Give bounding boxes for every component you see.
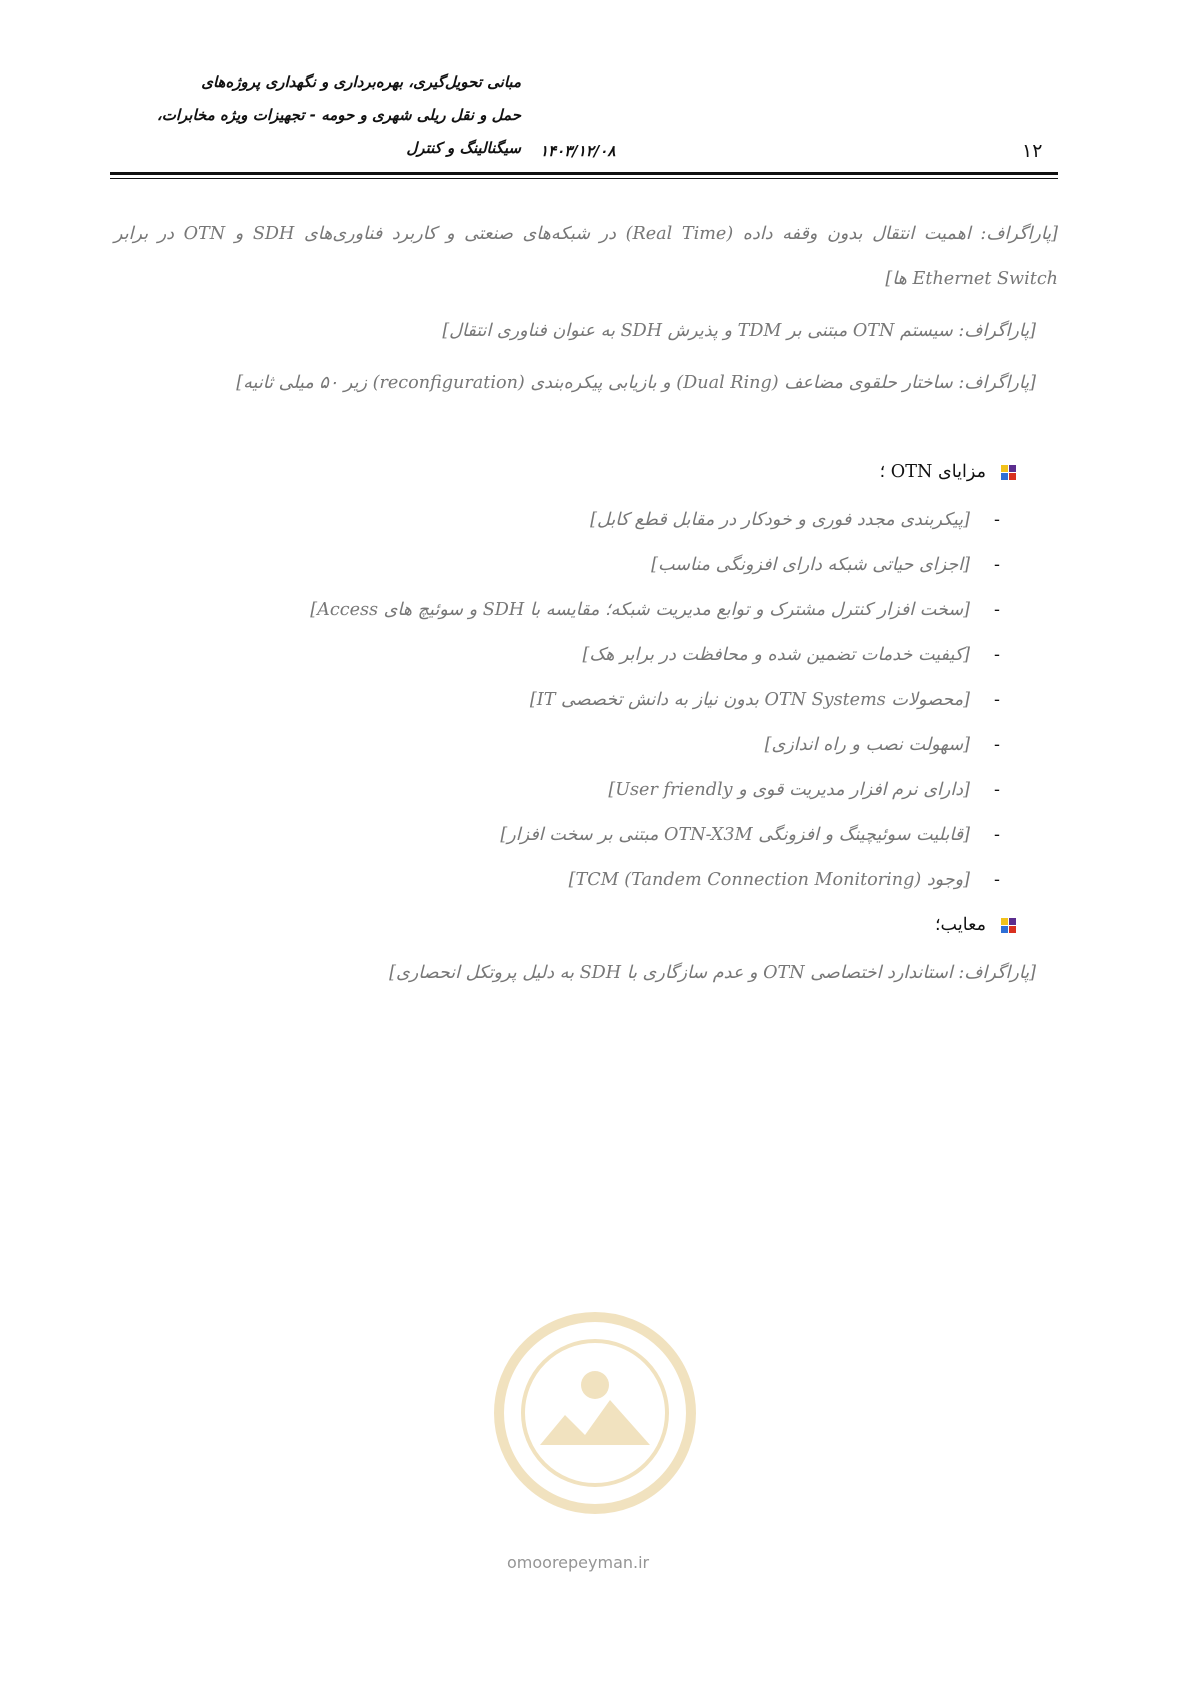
dash-bullet: - bbox=[994, 645, 1000, 665]
dash-bullet: - bbox=[994, 510, 1000, 530]
paragraph: [پاراگراف: ساختار حلقوی مضاعف (Dual Ring) و بازیابی پیکره‌بندی (reconfiguration) زیر ۵۰ میلی ثانیه] bbox=[236, 373, 1036, 393]
list-item: - [کیفیت خدمات تضمین شده و محافظت در برابر هک] bbox=[114, 633, 1058, 678]
section-heading-disadvantages bbox=[114, 903, 1058, 947]
list-item: - [سخت افزار کنترل مشترک و توابع مدیریت شبکه؛ مقایسه با SDH و سوئیچ های Access] bbox=[114, 588, 1058, 633]
header-title-line: سیگنالینگ و کنترل bbox=[406, 139, 521, 157]
list-item: - [دارای نرم افزار مدیریت قوی و User friendly] bbox=[114, 768, 1058, 813]
list-item: - [محصولات OTN Systems بدون نیاز به دانش تخصصی IT] bbox=[114, 678, 1058, 723]
header-title-line: حمل و نقل ریلی شهری و حومه - تجهیزات ویژه مخابرات، bbox=[156, 106, 521, 124]
dash-bullet: - bbox=[994, 735, 1000, 755]
dash-bullet: - bbox=[994, 690, 1000, 710]
paragraph: [پاراگراف: سیستم OTN مبتنی بر TDM و پذیرش SDH به عنوان فناوری انتقال] bbox=[442, 321, 1036, 341]
list-item: - [سهولت نصب و راه اندازی] bbox=[114, 723, 1058, 768]
list-item: - [قابلیت سوئیچینگ و افزونگی OTN-X3M مبتنی بر سخت افزار] bbox=[114, 813, 1058, 858]
section-heading-text: مزایای OTN ؛ bbox=[879, 462, 986, 482]
header-rule-thin bbox=[110, 178, 1058, 179]
list-item: - [وجود TCM (Tandem Connection Monitoring)] bbox=[114, 858, 1058, 903]
dash-bullet: - bbox=[994, 600, 1000, 620]
body-text bbox=[114, 212, 1058, 1003]
quadrant-bullet-icon bbox=[1001, 465, 1016, 480]
paragraph: [پاراگراف: اهمیت انتقال بدون وقفه داده (Real Time) در شبکه‌های صنعتی و کاربرد فناوری‌های SDH و OTN در برابر Ethernet Switch ها] bbox=[114, 224, 1058, 289]
advantages-list bbox=[114, 498, 1058, 903]
header-rule-thick bbox=[110, 172, 1058, 175]
header-title-line: مبانی تحویل‌گیری، بهره‌برداری و نگهداری پروژه‌های bbox=[201, 73, 521, 91]
section-heading-advantages bbox=[114, 450, 1058, 494]
section-heading-text: معایب؛ bbox=[934, 915, 986, 935]
running-header-title bbox=[101, 66, 521, 165]
list-item: - [پیکربندی مجدد فوری و خودکار در مقابل قطع کابل] bbox=[114, 498, 1058, 543]
dash-bullet: - bbox=[994, 555, 1000, 575]
dash-bullet: - bbox=[994, 870, 1000, 890]
list-item: - [اجزای حیاتی شبکه دارای افزونگی مناسب] bbox=[114, 543, 1058, 588]
watermark-url: omoorepeyman.ir bbox=[507, 1553, 650, 1572]
header-date: ۱۴۰۳/۱۲/۰۸ bbox=[540, 142, 616, 160]
dash-bullet: - bbox=[994, 780, 1000, 800]
quadrant-bullet-icon bbox=[1001, 918, 1016, 933]
page-number: ۱۲ bbox=[1022, 140, 1043, 162]
paragraph: [پاراگراف: استاندارد اختصاصی OTN و عدم سازگاری با SDH به دلیل پروتکل انحصاری] bbox=[389, 963, 1036, 983]
dash-bullet: - bbox=[994, 825, 1000, 845]
watermark-logo-icon bbox=[470, 1295, 720, 1545]
